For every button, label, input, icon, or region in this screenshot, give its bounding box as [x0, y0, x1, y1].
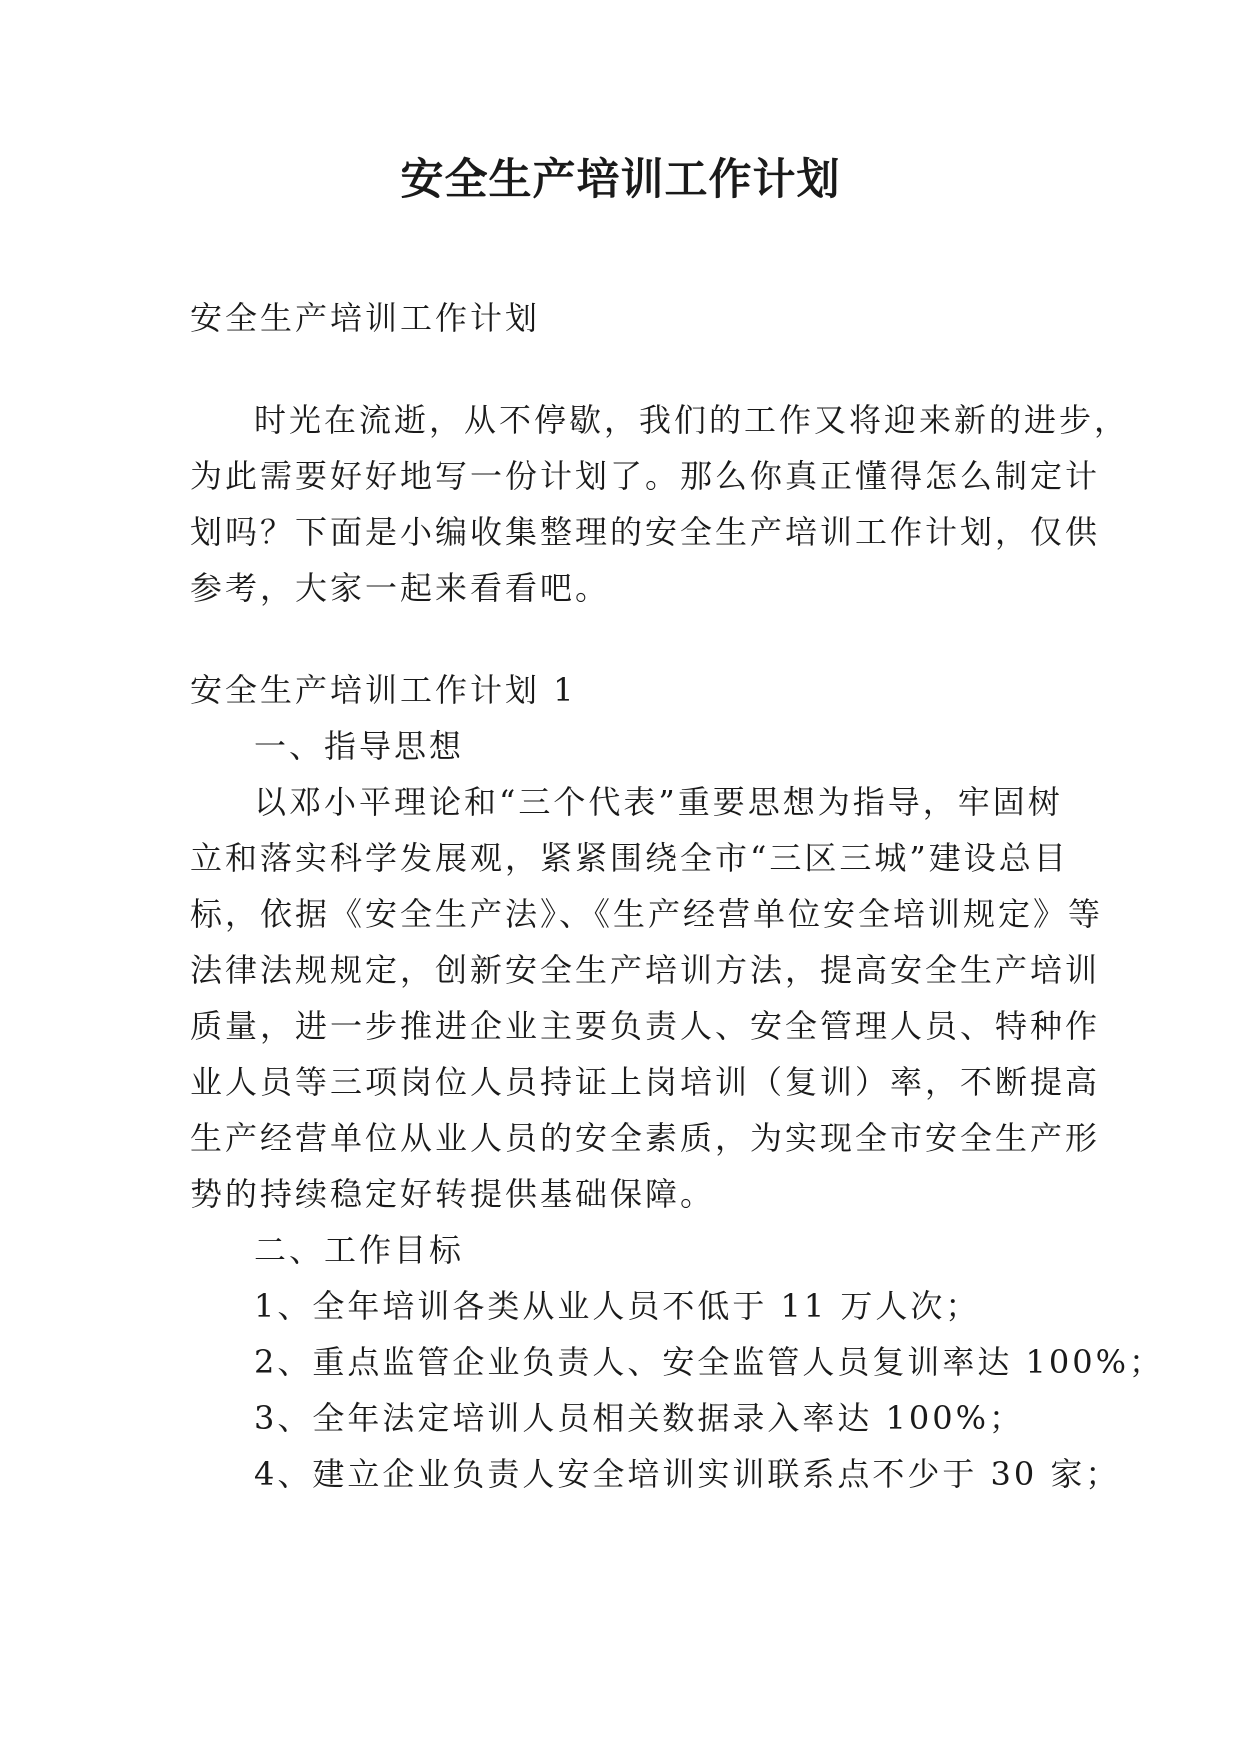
goal-item: 3、全年法定培训人员相关数据录入率达 100%；	[254, 1399, 1025, 1437]
document-body	[190, 290, 1165, 1502]
document-subtitle: 安全生产培训工作计划	[190, 299, 541, 337]
guiding-line: 质量，进一步推进企业主要负责人、安全管理人员、特种作	[190, 1007, 1101, 1045]
intro-line: 时光在流逝，从不停歇，我们的工作又将迎来新的进步，	[254, 401, 1130, 439]
guiding-line: 法律法规规定，创新安全生产培训方法，提高安全生产培训	[190, 951, 1101, 989]
intro-line: 为此需要好好地写一份计划了。那么你真正懂得怎么制定计	[190, 457, 1101, 495]
guiding-paragraph	[190, 774, 1104, 1222]
guiding-line: 势的持续稳定好转提供基础保障。	[190, 1175, 716, 1213]
goals-list	[190, 1278, 1165, 1502]
guiding-line: 标，依据《安全生产法》、《生产经营单位安全培训规定》等	[190, 895, 1104, 933]
spacer	[190, 616, 1060, 662]
heading-guiding-ideology: 一、指导思想	[254, 727, 465, 765]
goal-item: 1、全年培训各类从业人员不低于 11 万人次；	[254, 1287, 981, 1325]
goal-item: 4、建立企业负责人安全培训实训联系点不少于 30 家；	[254, 1455, 1121, 1493]
guiding-line: 生产经营单位从业人员的安全素质，为实现全市安全生产形	[190, 1119, 1101, 1157]
intro-paragraph	[190, 392, 1130, 616]
document-title: 安全生产培训工作计划	[400, 155, 841, 205]
spacer	[190, 346, 1060, 392]
guiding-line: 业人员等三项岗位人员持证上岗培训（复训）率，不断提高	[190, 1063, 1101, 1101]
heading-work-goals: 二、工作目标	[254, 1231, 465, 1269]
guiding-line: 立和落实科学发展观，紧紧围绕全市“三区三城”建设总目	[190, 839, 1069, 877]
section-title: 安全生产培训工作计划 1	[190, 671, 577, 709]
guiding-line: 以邓小平理论和“三个代表”重要思想为指导，牢固树	[254, 783, 1063, 821]
goal-item: 2、重点监管企业负责人、安全监管人员复训率达 100%；	[254, 1343, 1165, 1381]
intro-line: 划吗？下面是小编收集整理的安全生产培训工作计划，仅供	[190, 513, 1101, 551]
intro-line: 参考，大家一起来看看吧。	[190, 569, 611, 607]
